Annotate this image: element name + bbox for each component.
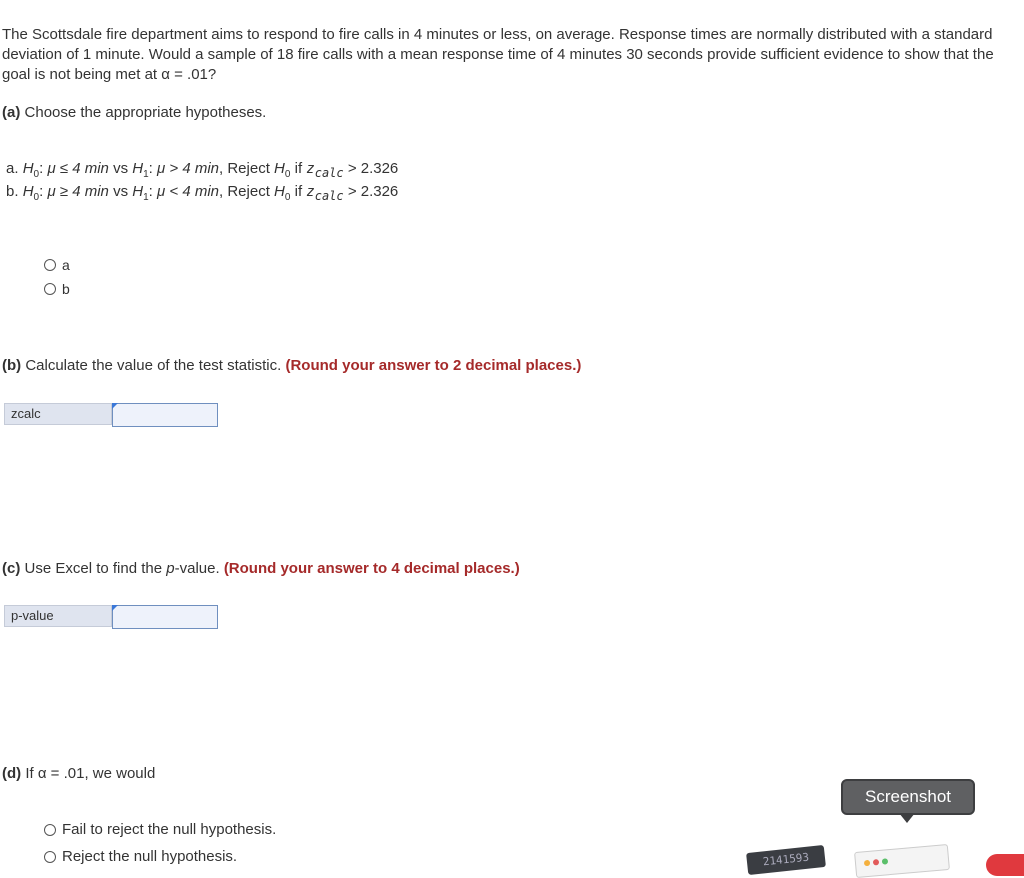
part-b-instruction: (Round your answer to 2 decimal places.): [285, 357, 582, 374]
vs-label: vs: [113, 183, 129, 200]
dot-icon: [864, 860, 871, 867]
threshold: > 2.326: [347, 160, 399, 177]
calc-subscript: calc: [314, 189, 344, 203]
calc-subscript: calc: [314, 166, 344, 180]
choice-fail-to-reject[interactable]: [44, 816, 276, 843]
question-intro: The Scottsdale fire department aims to respond to fire calls in 4 minutes or less, on average. Response times are normally distributed with a standard deviation of 1 minute. Would a sample of 18 fire calls with a mean response time of 4 minutes 30 seconds provide sufficient evidence to show that the goal is not being met at α = .01?: [2, 26, 994, 83]
vs-label: vs: [113, 160, 129, 177]
screenshot-thumbnail[interactable]: [854, 844, 950, 878]
part-c-prompt-after: -value.: [174, 560, 220, 577]
part-b-tag: (b): [2, 357, 22, 374]
zcalc-label: zcalc: [4, 403, 112, 425]
part-d-choices: [44, 816, 276, 870]
null-hypothesis: μ ≤ 4 min: [47, 160, 109, 177]
zcalc-input[interactable]: [112, 403, 218, 427]
radio-button[interactable]: [44, 824, 56, 836]
part-d-tag: (d): [2, 765, 22, 782]
input-corner-marker: [112, 403, 118, 409]
part-a-tag: (a): [2, 104, 21, 121]
zcalc-input-wrap: [112, 403, 218, 427]
choice-a[interactable]: [44, 253, 70, 277]
radio-button[interactable]: [44, 283, 56, 295]
part-b-heading: [2, 356, 581, 376]
null-hypothesis: μ ≥ 4 min: [47, 183, 109, 200]
choice-label: Reject the null hypothesis.: [62, 848, 238, 865]
z-symbol: z: [306, 161, 315, 177]
part-a-choices: [44, 253, 70, 301]
part-c-tag: (c): [2, 560, 21, 577]
alt-hypothesis: μ < 4 min: [157, 183, 219, 200]
threshold: > 2.326: [347, 183, 399, 200]
part-d-prompt: If α = .01, we would: [25, 765, 156, 782]
screenshot-tooltip-tail: [899, 813, 915, 823]
alt-hypothesis: μ > 4 min: [157, 160, 219, 177]
choice-label: b: [62, 281, 70, 297]
part-c-prompt-italic: p: [166, 560, 175, 577]
z-symbol: z: [306, 184, 315, 200]
choice-label: a: [62, 257, 70, 273]
choice-label: Fail to reject the null hypothesis.: [62, 821, 277, 838]
part-c-prompt-before: Use Excel to find the: [24, 560, 163, 577]
if-label: if: [294, 160, 303, 177]
part-b-prompt: Calculate the value of the test statistic.: [25, 357, 282, 374]
pvalue-label: p-value: [4, 605, 112, 627]
choice-reject[interactable]: [44, 843, 276, 870]
if-label: if: [294, 183, 303, 200]
part-a-heading: [2, 103, 266, 123]
pvalue-input-wrap: [112, 605, 218, 629]
option-prefix: a.: [6, 160, 19, 177]
radio-button[interactable]: [44, 259, 56, 271]
choice-b[interactable]: [44, 277, 70, 301]
part-c-heading: [2, 559, 520, 579]
zcalc-field-row: [4, 403, 218, 427]
reject-label: Reject: [227, 160, 270, 177]
input-corner-marker: [112, 605, 118, 611]
part-c-instruction: (Round your answer to 4 decimal places.): [223, 560, 520, 577]
pvalue-field-row: [4, 605, 218, 629]
screenshot-button[interactable]: Screenshot: [841, 779, 975, 815]
red-tab[interactable]: [986, 854, 1024, 876]
pvalue-input[interactable]: [112, 605, 218, 629]
radio-button[interactable]: [44, 851, 56, 863]
option-prefix: b.: [6, 183, 19, 200]
hypothesis-option-a: a. $H_0$: μ ≤ 4 min vs $H_1$: μ > 4 min, Reject $H_0$ if $z_{calc} > 2.326$: [6, 160, 399, 180]
reject-label: Reject: [227, 183, 270, 200]
part-a-prompt: Choose the appropriate hypotheses.: [24, 104, 267, 121]
hypothesis-option-b: b. $H_0$: μ ≥ 4 min vs $H_1$: μ < 4 min, Reject $H_0$ if $z_{calc} > 2.326$: [6, 183, 399, 203]
dot-icon: [882, 858, 889, 865]
part-d-heading: [2, 764, 155, 784]
corner-badge: 2141593: [746, 845, 826, 875]
